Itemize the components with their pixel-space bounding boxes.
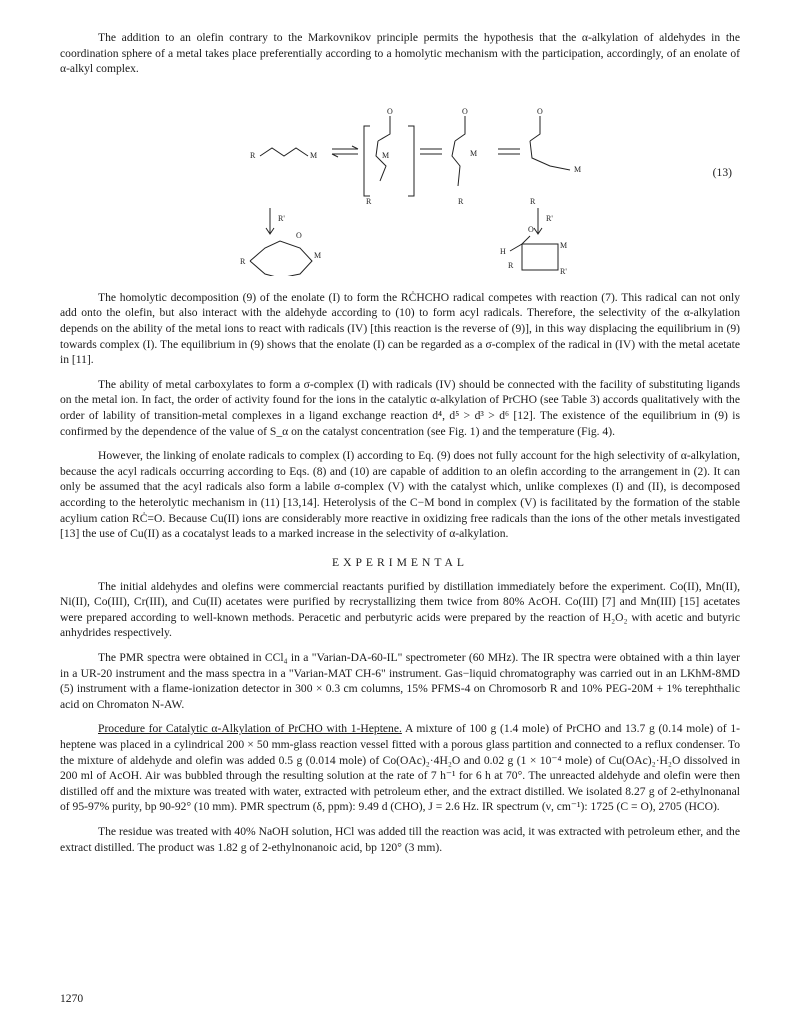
svg-text:R': R' — [560, 266, 567, 276]
svg-text:H: H — [500, 246, 506, 256]
paragraph-3: The ability of metal carboxylates to form a σ-complex (I) with radicals (IV) should be connected with the facility of substituting ligands on the metal ion. In fact, the order of activity found for the ions in the catalytic α-alkylation of PrCHO (see Table 3) accords qualitatively with the order of lability of transition-metal complexes in a ligand exchange reaction d⁴, d⁵ > d³ > d⁶ [12]. The existence of the equilibrium in (9) is confirmed by the dependence of the value of S_α on the catalyst concentration (see Fig. 1) and the temperature (Fig. 4). — [60, 377, 740, 438]
procedure-heading: Procedure for Catalytic α-Alkylation of PrCHO with 1-Heptene. — [98, 722, 402, 736]
scheme-o-label: O — [387, 106, 393, 116]
svg-text:R': R' — [278, 213, 285, 223]
scheme-r-label: R — [250, 150, 256, 160]
svg-text:R: R — [458, 196, 464, 206]
scheme-m-label-6: M — [560, 240, 568, 250]
scheme-m-label-4: M — [574, 164, 582, 174]
paragraph-1: The addition to an olefin contrary to the Markovnikov principle permits the hypothesis that the α-alkylation of aldehydes in the coordination sphere of a metal takes place preferentially according to a homolytic mechanism with the participation, accordingly, of an enolate of α-alkyl complex. — [60, 31, 740, 76]
svg-text:O: O — [462, 106, 468, 116]
scheme-m-label-2: M — [382, 150, 390, 160]
svg-text:R: R — [530, 196, 536, 206]
svg-text:R': R' — [546, 213, 553, 223]
paragraph-6: The PMR spectra were obtained in CCl₄ in a "Varian-DA-60-IL" spectrometer (60 MHz). The IR spectra were obtained with a thin layer in a UR-20 instrument and the mass spectra in a "Varian-MAT CH-6" instrument. Gas−liquid chromatography was carried out in an LKhM-8MD (5) instrument with a flame-ionization detector in 300 × 0.3 cm columns, 15% PFMS-4 on Chromosorb R and 10% PEG-20M + 1% terephthalic acid on Chromaton N-AW. — [60, 651, 740, 711]
svg-text:R: R — [240, 256, 246, 266]
equation-number: (13) — [712, 165, 732, 179]
svg-text:O: O — [537, 106, 543, 116]
paragraph-4: However, the linking of enolate radicals to complex (I) according to Eq. (9) does not fully account for the high selectivity of α-alkylation, because the acyl radicals occurring according to Eqs. (8) and (10) are capable of addition to an olefin according to the arrangement in (2). It can only be assumed that the acyl radicals also form a labile σ-complex (V) with the catalyst which, unlike complexes (I) and (II), is decomposed according to the heterolytic mechanism in (11) [13,14]. Heterolysis of the C−M bond in complex (V) is facilitated by the formation of the stable acylium cation RĊ=O. Because Cu(II) ions are considerably more reactive in oxidizing free radicals than the ions of the other metals investigated [13] the use of Cu(II) as a cocatalyst leads to a marked increase in the selectivity of α-alkylation. — [60, 449, 740, 541]
paragraph-2: The homolytic decomposition (9) of the enolate (I) to form the RĊHCHO radical competes with reaction (7). This radical can not only add onto the olefin, but also interact with the aldehyde according to (10) to form acyl radicals. Therefore, the selectivity of the α-alkylation depends on the ability of the metal ions to react with radicals (IV) [this reaction is the reverse of (9)], in this way displacing the equilibrium in (9) towards complex (I). The equilibrium in (9) shows that the enolate (I) can be regarded as a σ-complex of the radical in (IV) with the metal acetate in [11]. — [60, 290, 740, 367]
scheme-m-label-3: M — [470, 148, 478, 158]
svg-text:R: R — [508, 260, 514, 270]
reaction-scheme-13 — [60, 86, 740, 276]
svg-text:O: O — [296, 230, 302, 240]
svg-text:R: R — [366, 196, 372, 206]
procedure-text: A mixture of 100 g (1.4 mole) of PrCHO and 13.7 g (0.14 mole) of 1-heptene was placed in a cylindrical 200 × 50 mm-glass reaction vessel fitted with a porous glass partition and connected to a reflux condenser. To the mixture of aldehyde and olefin was added 0.5 g (0.014 mole) of Co(OAc)₂·4H₂O and 0.02 g (1 × 10⁻⁴ mole) of Cu(OAc)₂·H₂O dissolved in 200 ml of AcOH. Air was bubbled through the resulting solution at the rate of 7 h⁻¹ for 6 h at 70°. The unreacted aldehyde and olefin were then distilled off and the mixture was treated with water, extracted with petroleum ether, and the extract distilled. We isolated 8.27 g of 2-ethylnonanal of 95-97% purity, bp 90-92° (10 mm). PMR spectrum (δ, ppm): 9.49 d (CHO), J = 2.6 Hz. IR spectrum (ν, cm⁻¹): 1725 (C = O), 2705 (HCO). — [60, 722, 740, 814]
scheme-m-label-5: M — [314, 250, 322, 260]
paragraph-8: The residue was treated with 40% NaOH solution, HCl was added till the reaction was acid, it was extracted with petroleum ether, and the extract distilled. The product was 1.82 g of 2-ethylnonanoic acid, bp 120° (3 mm). — [60, 825, 740, 854]
page-number: 1270 — [60, 992, 84, 1005]
paragraph-5: The initial aldehydes and olefins were commercial reactants purified by distillation immediately before the experiment. Co(II), Mn(II), Ni(II), Co(III), Cr(III), and Cu(II) acetates were purified by recrystallizing them twice from 80% AcOH. Co(III) [7] and Mn(III) [15] acetates were prepared according to well-known methods. Peracetic and perbutyric acids were prepared by the reaction of H₂O₂ with acetic and butyric anhydrides respectively. — [60, 579, 740, 640]
reaction-scheme-drawing — [60, 86, 740, 276]
scheme-m-label-1: M — [310, 150, 318, 160]
paragraph-7 — [60, 721, 740, 815]
svg-text:O: O — [528, 224, 534, 234]
section-heading: EXPERIMENTAL — [332, 555, 468, 569]
page — [60, 30, 740, 864]
